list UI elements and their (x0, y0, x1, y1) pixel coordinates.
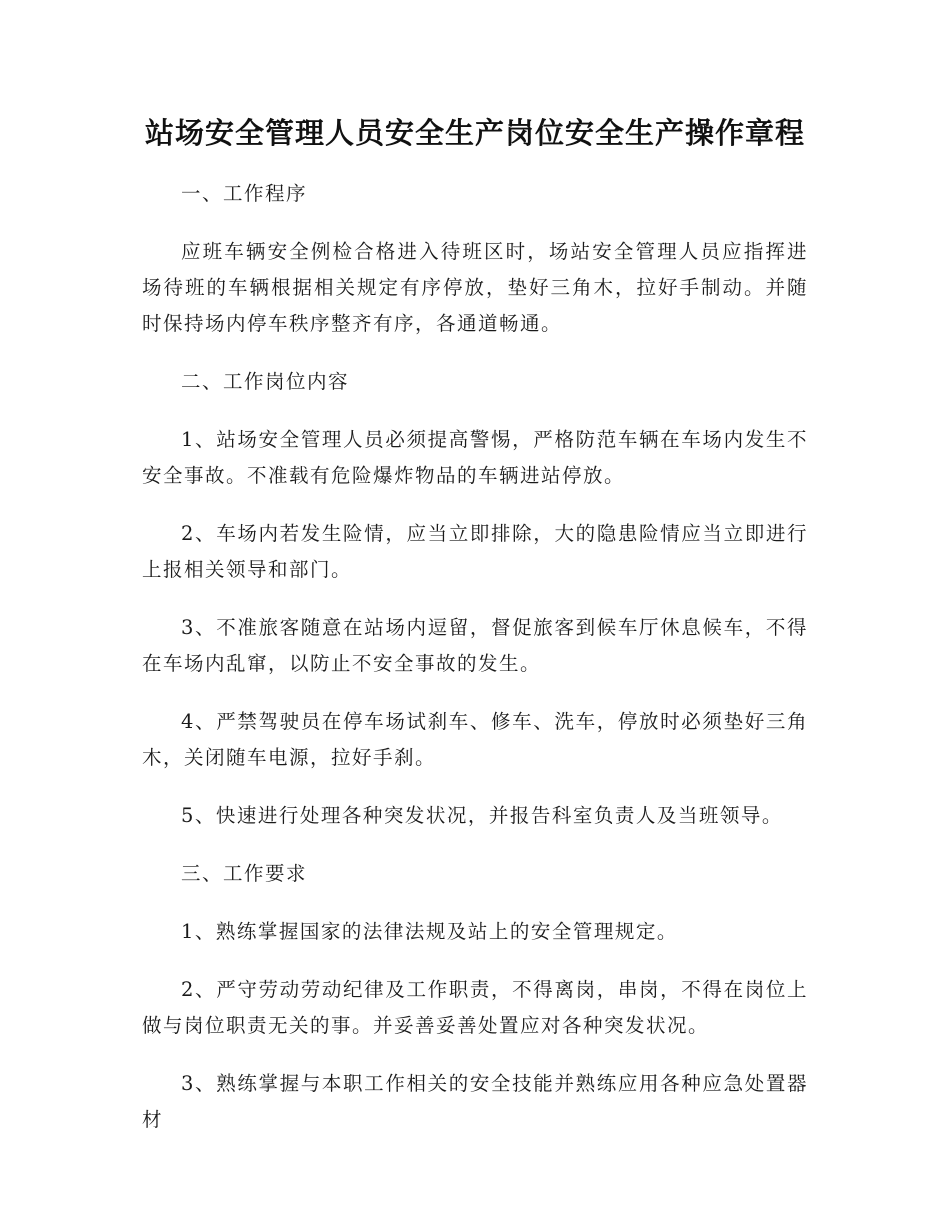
paragraph-work-procedure: 应班车辆安全例检合格进入待班区时，场站安全管理人员应指挥进场待班的车辆根据相关规定有序停放，垫好三角木，拉好手制动。并随时保持场内停车秩序整齐有序，各通道畅通。 (142, 240, 808, 335)
paragraph-job-content-1: 1、站场安全管理人员必须提高警惕，严格防范车辆在车场内发生不安全事故。不准载有危险爆炸物品的车辆进站停放。 (142, 428, 808, 487)
section-heading-work-requirements: 三、工作要求 (181, 862, 308, 885)
paragraph-job-content-5: 5、快速进行处理各种突发状况，并报告科室负责人及当班领导。 (181, 804, 783, 827)
paragraph-job-content-4: 4、严禁驾驶员在停车场试刹车、修车、洗车，停放时必须垫好三角木，关闭随车电源，拉好手刹。 (142, 710, 808, 769)
paragraph-work-requirements-3: 3、熟练掌握与本职工作相关的安全技能并熟练应用各种应急处置器材 (142, 1072, 808, 1131)
document-title: 站场安全管理人员安全生产岗位安全生产操作章程 (144, 116, 805, 150)
paragraph-work-requirements-2: 2、严守劳动劳动纪律及工作职责，不得离岗，串岗，不得在岗位上做与岗位职责无关的事。并妥善妥善处置应对各种突发状况。 (142, 978, 808, 1037)
paragraph-job-content-2: 2、车场内若发生险情，应当立即排除，大的隐患险情应当立即进行上报相关领导和部门。 (142, 522, 808, 581)
section-heading-work-procedure: 一、工作程序 (181, 182, 308, 205)
paragraph-job-content-3: 3、不准旅客随意在站场内逗留，督促旅客到候车厅休息候车，不得在车场内乱窜，以防止不安全事故的发生。 (142, 616, 808, 675)
section-heading-job-content: 二、工作岗位内容 (181, 370, 350, 393)
paragraph-work-requirements-1: 1、熟练掌握国家的法律法规及站上的安全管理规定。 (181, 920, 678, 943)
